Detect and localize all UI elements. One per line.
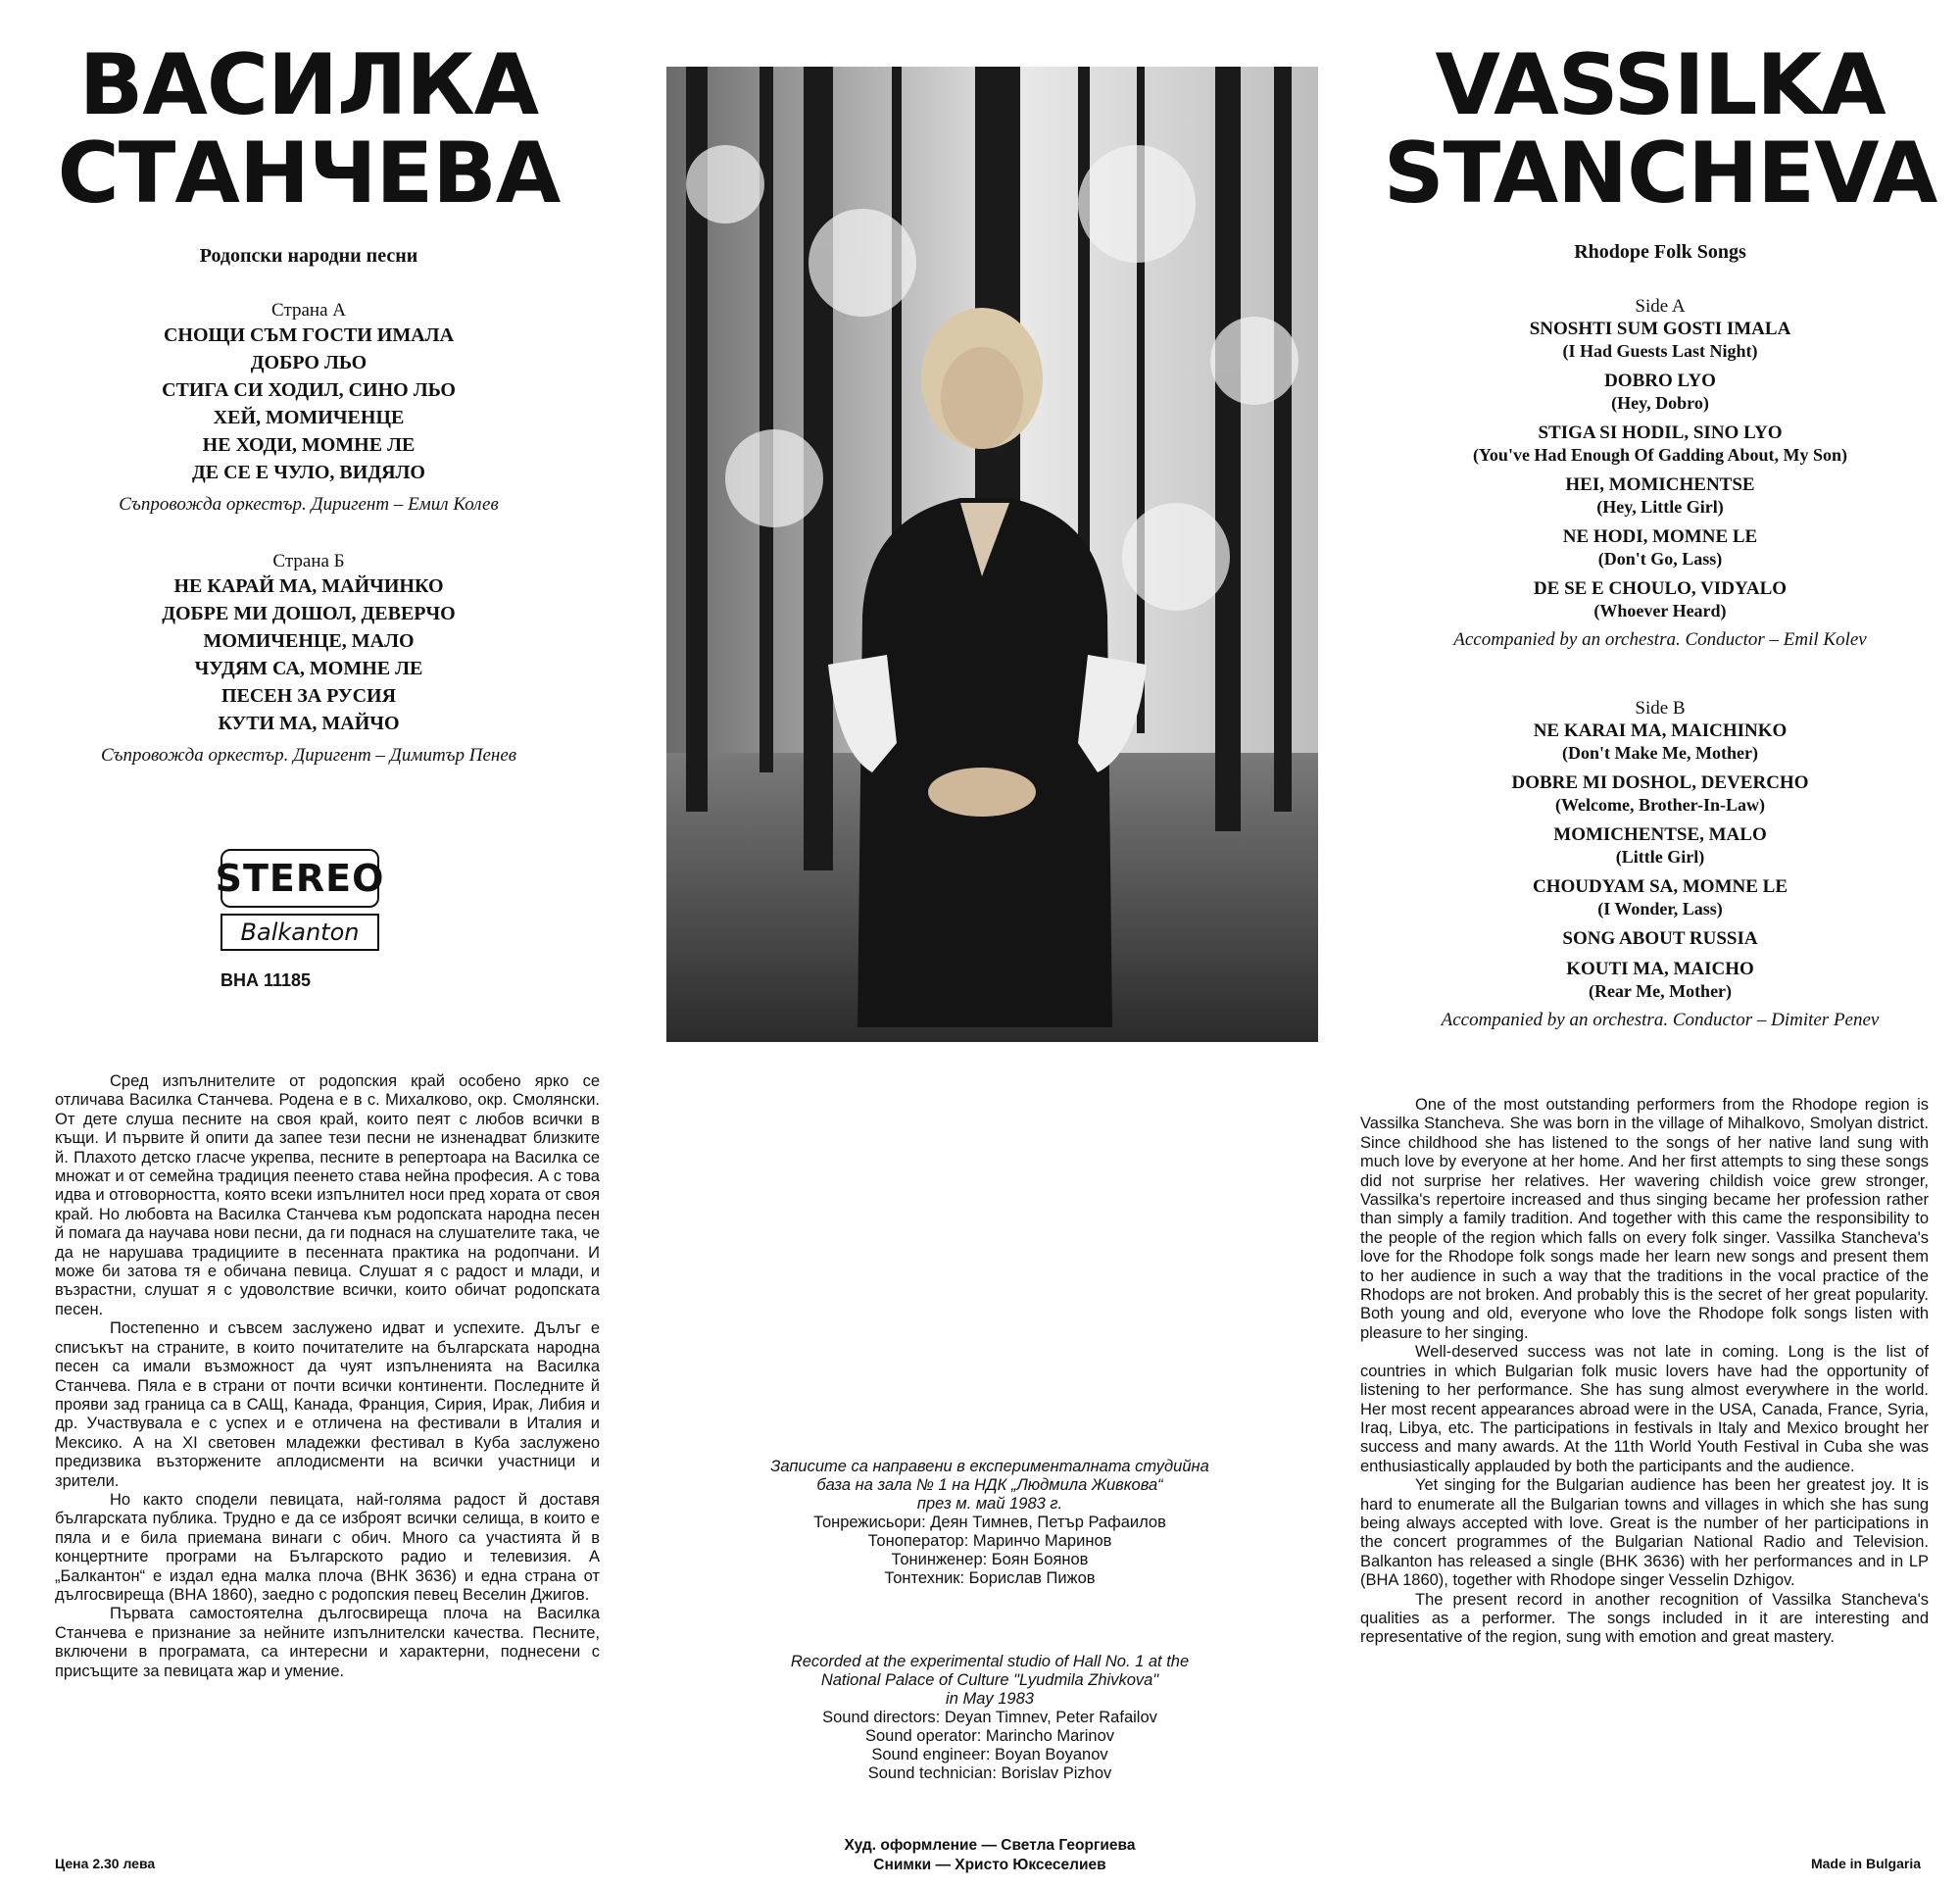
bg-side-a	[20, 300, 598, 516]
en-side-b	[1360, 698, 1960, 1031]
track-translation: (Little Girl)	[1615, 847, 1705, 867]
track-title: NE HODI, MOMNE LE	[1562, 526, 1758, 547]
track-title: CHOUDYAM SA, MOMNE LE	[1532, 876, 1788, 897]
credit-line: Тонинженер: Боян Боянов	[891, 1551, 1089, 1568]
track-translation: (I Wonder, Lass)	[1597, 899, 1723, 919]
design-credits	[715, 1836, 1264, 1875]
track-title: ДОБРЕ МИ ДОШОЛ, ДЕВЕРЧО	[162, 603, 456, 624]
track-title: HEI, MOMICHENTSE	[1565, 474, 1755, 495]
track-translation: (Don't Go, Lass)	[1597, 549, 1723, 569]
sound-credits-en	[715, 1709, 1264, 1783]
recording-credits-bg	[715, 1458, 1264, 1588]
credit-line: Sound operator: Marincho Marinov	[864, 1727, 1115, 1745]
liner-paragraph: Постепенно и съвсем заслужено идват и успехите. Дълъг е списъкът на страните, в които почитателите на българската народна песен са имали възможност да чуят изпълненията на Василка Станчева. Пяла е в страни от почти всички континенти. Последните й прояви зад граница са в САЩ, Канада, Франция, Сирия, Ирак, Либия и др. Участвувала е с успех и е отличена на фестивали в Италия и Мексико. А на XI световен младежки фестивал в Куба заслужено предизвика възторжените аплодисменти на всички участници и зрители.	[55, 1319, 600, 1490]
bg-side-b-credit: Съпровожда оркестър. Диригент – Димитър Пенев	[100, 745, 517, 766]
balkanton-brand: Balkanton	[220, 914, 379, 951]
track-title: ДЕ СЕ Е ЧУЛО, ВИДЯЛО	[192, 462, 425, 483]
track-title: NE KARAI MA, MAICHINKO	[1533, 720, 1788, 741]
bg-title-line2: СТАНЧЕВА	[57, 124, 561, 223]
en-title	[1360, 36, 1960, 223]
track-title: НЕ ХОДИ, МОМНЕ ЛЕ	[202, 434, 416, 456]
design-credit-photo: Снимки — Христо Юксеселиев	[873, 1857, 1106, 1873]
bg-side-a-credit: Съпровожда оркестър. Диригент – Емил Колев	[119, 494, 499, 515]
en-side-b-credit: Accompanied by an orchestra. Conductor – Dimiter Penev	[1441, 1010, 1880, 1030]
en-side-a-tracklist	[1360, 318, 1960, 621]
credit-line: Recorded at the experimental studio of Hall No. 1 at the	[790, 1653, 1190, 1670]
track-translation: (Hey, Little Girl)	[1596, 497, 1724, 517]
track-title: STIGA SI HODIL, SINO LYO	[1538, 422, 1783, 443]
liner-paragraph: Сред изпълнителите от родопския край особено ярко се отличава Василка Станчева. Родена е в с. Михалково, окр. Смолянски. От дете слуша песните на своя край, които пеят с любов всички в къщи. И първите й опити да запее тези песни не изненадват близките й. Плахото детско гласче укрепва, песните в репертоара на Василка се множат и от семейна традиция пеенето става нейна професия. А с това идва и отговорността, която всеки изпълнител носи пред хората от своя край. Но любовта на Василка Станчева към родопската народна песен й помага да научава нови песни, да ги поднася на слушателите така, че да не нарушава традициите в песенната практика на родопчани. И може би затова тя е обичана певица. Слушат я с радост и млади, и възрастни, слушат я с удоволствие всички, които обичат родопската песен.	[55, 1072, 600, 1318]
track-title: МОМИЧЕНЦЕ, МАЛО	[203, 630, 415, 652]
recording-note-bg	[715, 1458, 1264, 1514]
en-side-a-label: Side A	[1635, 296, 1686, 317]
track-title: DOBRO LYO	[1604, 371, 1716, 391]
credit-line: Sound directors: Deyan Timnev, Peter Rafailov	[822, 1709, 1157, 1726]
liner-paragraph: Yet singing for the Bulgarian audience has been her greatest joy. It is hard to enumerate all the Bulgarian towns and villages in which she has sung being always accepted with love. Great is the number of her participations in the concert programmes of the Bulgarian National Radio and Television. Balkanton has released a single (BHK 3636) with her performances and in LP (BHA 1860), together with Rhodope singer Vesselin Dzhigov.	[1360, 1476, 1929, 1590]
track-title: КУТИ МА, МАЙЧО	[218, 713, 400, 734]
recording-credits-en	[715, 1653, 1264, 1783]
track-translation: (Whoever Heard)	[1593, 601, 1727, 621]
track-title: НЕ КАРАЙ МА, МАЙЧИНКО	[173, 575, 444, 597]
liner-paragraph: One of the most outstanding performers from the Rhodope region is Vassilka Stancheva. She was born in the village of Mihalkovo, Smolyan district. Since childhood she has listened to the songs of her native land sung with much love by everyone at her home. And her first attempts to sing these songs did not surprise her relatives. Her wavering childish voice grew stronger, Vassilka's repertoire increased and thus singing became her profession rather than simply a family tradition. And together with this came the responsibility to the people of the region which falls on every folk singer. Vassilka Stancheva's love for the Rhodope folk songs made her learn new songs and present them to her audience in such a way that the traditions in the vocal practice of the Rhodops are not broken. And probably this is the secret of her great popularity. Both young and old, everyone who love the Rhodope folk songs listen with pleasure to her singing.	[1360, 1096, 1929, 1342]
en-subtitle: Rhodope Folk Songs	[1574, 241, 1746, 263]
bg-side-a-label: Страна А	[271, 300, 346, 321]
track-title: SNOSHTI SUM GOSTI IMALA	[1529, 319, 1791, 339]
made-in: Made in Bulgaria	[1810, 1856, 1921, 1871]
en-title-line2: STANCHEVA	[1383, 124, 1937, 223]
en-side-b-label: Side B	[1635, 698, 1686, 719]
credit-line: Sound engineer: Boyan Boyanov	[871, 1746, 1108, 1763]
en-side-a	[1360, 296, 1960, 651]
credit-line: Записите са направени в експерименталната студийна	[770, 1458, 1209, 1475]
track-translation: (Hey, Dobro)	[1611, 393, 1709, 413]
credit-line: Sound technician: Borislav Pizhov	[867, 1764, 1112, 1782]
liner-paragraph: Но както сподели певицата, най-голяма радост й доставя българската публика. Трудно е да се изброят всички селища, в които е пяла и е била приемана винаги с обич. Много са участията й в концертните програми на Българското радио и телевизия. А „Балкантон“ е издал една малка плоча (ВНК 3636) и една страна от дългосвиреща (ВНА 1860), заедно с родопския певец Веселин Джигов.	[55, 1490, 600, 1604]
liner-paragraph: Първата самостоятелна дългосвиреща плоча на Василка Станчева е признание за нейните изпълнителски качества. Песните, включени в програмата, са интересни и характерни, поднесени с присъщите за певицата жар и умение.	[55, 1605, 600, 1680]
price: Цена 2.30 лева	[55, 1856, 156, 1871]
track-title: СТИГА СИ ХОДИЛ, СИНО ЛЬО	[162, 379, 456, 401]
credit-line: през м. май 1983 г.	[916, 1495, 1063, 1513]
track-translation: (Don't Make Me, Mother)	[1562, 743, 1758, 763]
credit-line: in May 1983	[946, 1690, 1034, 1708]
en-liner-notes	[1360, 1096, 1929, 1648]
design-credit-art: Худ. оформление — Светла Георгиева	[844, 1837, 1136, 1854]
track-translation: (Rear Me, Mother)	[1588, 981, 1733, 1001]
track-title: ПЕСЕН ЗА РУСИЯ	[220, 685, 397, 707]
track-title: DOBRE MI DOSHOL, DEVERCHO	[1511, 772, 1809, 793]
bg-title	[20, 36, 598, 223]
bg-side-b-label: Страна Б	[272, 551, 345, 571]
track-translation: (You've Had Enough Of Gadding About, My Son)	[1472, 445, 1848, 465]
track-translation: (I Had Guests Last Night)	[1562, 341, 1758, 361]
track-title: СНОЩИ СЪМ ГОСТИ ИМАЛА	[163, 324, 455, 346]
stereo-logo: STEREO	[220, 849, 379, 908]
credit-line: база на зала № 1 на НДК „Людмила Живкова“	[816, 1476, 1163, 1494]
liner-paragraph: The present record in another recognition of Vassilka Stancheva's qualities as a performer. The songs included in it are interesting and representative of the region, sung with emotion and great mastery.	[1360, 1590, 1929, 1647]
credit-line: Тонрежисьори: Деян Тимнев, Петър Рафаилов	[813, 1514, 1166, 1531]
forest-singer-photo	[666, 67, 1318, 1042]
track-title: ДОБРО ЛЬО	[250, 352, 368, 373]
bg-side-a-tracklist	[20, 322, 598, 486]
track-translation: (Welcome, Brother-In-Law)	[1555, 795, 1765, 815]
en-side-b-tracklist	[1360, 720, 1960, 1002]
track-title: ХЕЙ, МОМИЧЕНЦЕ	[213, 407, 405, 428]
balkanton-logo	[215, 849, 385, 967]
credit-line: Тонтехник: Борислав Пижов	[884, 1569, 1096, 1587]
credit-line: National Palace of Culture "Lyudmila Zhivkova"	[820, 1671, 1159, 1689]
bg-liner-notes	[55, 1072, 600, 1681]
recording-note-en	[715, 1653, 1264, 1709]
track-title: KOUTI MA, MAICHO	[1566, 959, 1754, 979]
en-side-a-credit: Accompanied by an orchestra. Conductor – Emil Kolev	[1453, 629, 1867, 650]
sound-credits-bg	[715, 1514, 1264, 1588]
track-title: ЧУДЯМ СА, МОМНЕ ЛЕ	[194, 658, 423, 679]
liner-paragraph: Well-deserved success was not late in coming. Long is the list of countries in which Bulgarian folk music lovers have had the opportunity of listening to her performance. She has sung almost everywhere in the world. Her most recent appearances abroad were in the USA, Canada, France, Syria, Iraq, Libya, etc. The participations in festivals in Italy and Mexico brought her success and many awards. At the 11th World Youth Festival in Cuba she was enthusiastically applauded by both the participants and the audience.	[1360, 1343, 1929, 1475]
bg-side-b-tracklist	[20, 572, 598, 737]
track-title: DE SE E CHOULO, VIDYALO	[1533, 578, 1788, 599]
en-title-line1: VASSILKA	[1435, 36, 1886, 134]
track-title: SONG ABOUT RUSSIA	[1562, 928, 1758, 949]
cover-photo	[666, 67, 1318, 1042]
bg-subtitle: Родопски народни песни	[199, 245, 418, 267]
track-title: MOMICHENTSE, MALO	[1553, 824, 1767, 845]
credit-line: Тоноператор: Маринчо Маринов	[867, 1532, 1112, 1550]
catalog-number: ВНА 11185	[220, 970, 312, 990]
bg-title-line1: ВАСИЛКА	[78, 36, 539, 134]
bg-side-b	[20, 551, 598, 767]
